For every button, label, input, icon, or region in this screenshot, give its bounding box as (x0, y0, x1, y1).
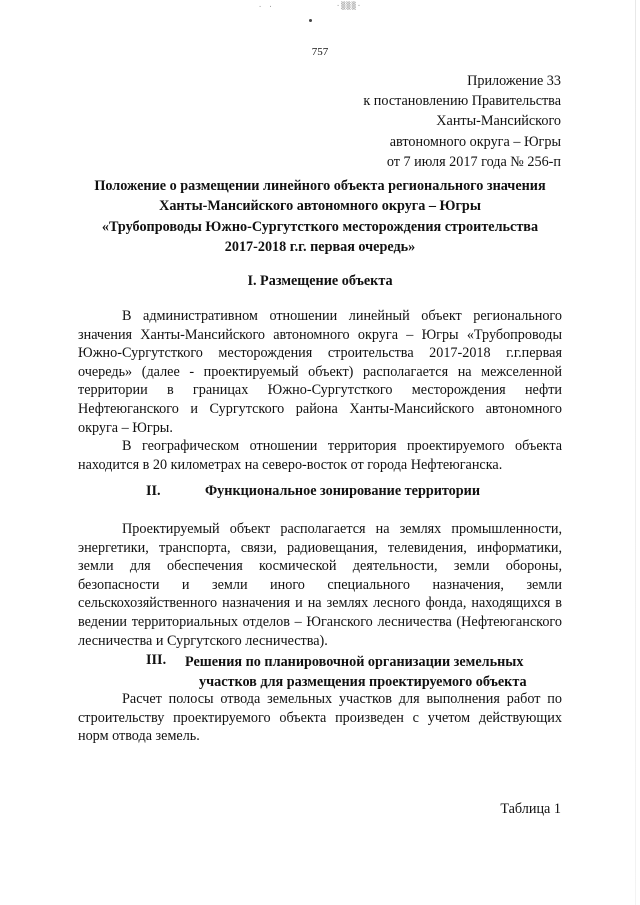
heading-line: Решения по планировочной организации земельных (185, 654, 524, 670)
paragraph: Проектируемый объект располагается на землях промышленности, энергетики, транспорта, связи, радиовещания, телевидения, информатики, земли для обеспечения космической деятельности, земли обороны, безопасности и земли иного специального назначения, земли сельскохозяйственного назначения и на землях лесного фонда, находящихся в ведении территориальных отделов – Юганского лесничества (Нефтеюганского лесничества и Сургутского лесничества). (78, 521, 562, 649)
section-3-heading (185, 652, 527, 692)
section-3-body (78, 690, 562, 746)
title-line: Положение о размещении линейного объекта регионального значения (94, 178, 546, 194)
table-label: Таблица 1 (500, 801, 561, 817)
heading-line: участков для размещения проектируемого объекта (199, 674, 527, 691)
scan-dot (309, 19, 312, 22)
appendix-line: Ханты-Мансийского (436, 113, 561, 130)
appendix-block (363, 71, 561, 172)
appendix-line: Приложение 33 (467, 73, 561, 89)
scan-edge (635, 0, 636, 905)
title-line: Ханты-Мансийского автономного округа – Югры (159, 198, 481, 215)
appendix-line: от 7 июля 2017 года № 256-п (386, 153, 561, 170)
paragraph: В географическом отношении территория проектируемого объекта находится в 20 километрах на северо-восток от города Нефтеюганска. (78, 438, 562, 473)
paragraph: Расчет полосы отвода земельных участков для выполнения работ по строительству проектируемого объекта произведен с учетом действующих норм отвода земель. (78, 691, 562, 745)
appendix-line: автономного округа – Югры (389, 133, 561, 150)
page-number: 757 (311, 46, 329, 58)
section-3-number: III. (146, 652, 167, 668)
appendix-line: к постановлению Правительства (363, 93, 561, 110)
section-2-number: II. (146, 483, 161, 499)
scan-artifact-right: ·▒▒▒· (336, 2, 363, 10)
section-2-heading: Функциональное зонирование территории (205, 483, 481, 499)
title-line: 2017-2018 г.г. первая очередь» (224, 239, 416, 256)
paragraph: В административном отношении линейный объект регионального значения Ханты-Мансийского автономного округа – Югры «Трубопроводы Южно-Сургутсткого месторождения строительства 2017-2018 г.г.первая очередь» (далее - проектируемый объект) располагается на межселенной территории в границах Южно-Сургутсткого месторождения нефти Нефтеюганского и Сургутского района Ханты-Мансийского автономного округа – Югры. (78, 308, 562, 436)
title-line: «Трубопроводы Южно-Сургутсткого месторождения строительства (101, 218, 539, 235)
section-1-body (78, 307, 562, 474)
scan-artifact-left: · · (258, 3, 274, 11)
document-title (78, 176, 562, 258)
section-2-body (78, 520, 562, 650)
section-1-heading: I. Размещение объекта (247, 273, 393, 289)
